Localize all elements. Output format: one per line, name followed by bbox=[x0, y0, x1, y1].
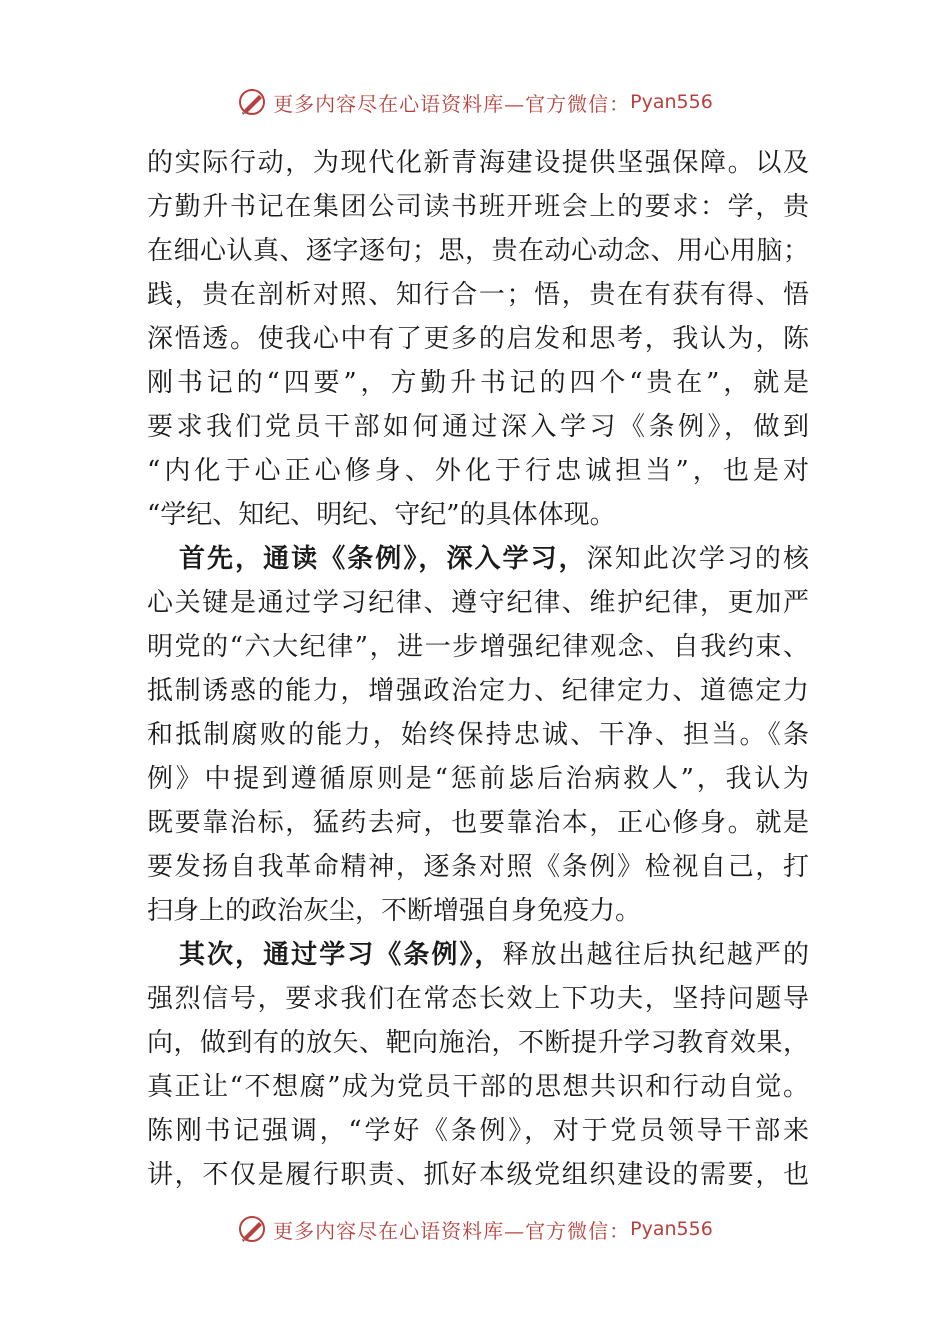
line-text: 要求我们党员干部如何通过深入学习《条例》，做到 bbox=[147, 412, 809, 442]
text-line bbox=[147, 933, 809, 977]
text-line bbox=[147, 977, 809, 1021]
banner-wechat: Pyan556 bbox=[630, 91, 713, 113]
banner-text: 更多内容尽在心语资料库—官方微信： bbox=[273, 91, 631, 116]
line-text: “学纪、知纪、明纪、守纪”的具体体现。 bbox=[147, 500, 616, 530]
line-text: 践，贵在剖析对照、知行合一；悟，贵在有获有得、悟 bbox=[147, 280, 809, 310]
line-text: 扫身上的政治灰尘，不断增强自身免疫力。 bbox=[147, 896, 642, 926]
header-banner bbox=[0, 84, 950, 120]
banner-wechat: Pyan556 bbox=[630, 1218, 713, 1240]
text-line bbox=[147, 537, 809, 581]
line-text: 深悟透。使我心中有了更多的启发和思考，我认为，陈 bbox=[147, 324, 809, 354]
text-line bbox=[147, 449, 809, 493]
text-line bbox=[147, 845, 809, 889]
line-text: 刚书记的“四要”，方勤升书记的四个“贵在”，就是 bbox=[147, 368, 809, 398]
line-text: 心关键是通过学习纪律、遵守纪律、维护纪律，更加严 bbox=[147, 588, 809, 618]
line-text: 在细心认真、逐字逐句；思，贵在动心动念、用心用脑； bbox=[147, 236, 809, 266]
text-line bbox=[147, 1021, 809, 1065]
text-line bbox=[147, 625, 809, 669]
text-line bbox=[147, 229, 809, 273]
text-line bbox=[147, 317, 809, 361]
line-text: 向，做到有的放矢、靶向施治，不断提升学习教育效果， bbox=[147, 1028, 809, 1058]
line-text: 的实际行动，为现代化新青海建设提供坚强保障。以及 bbox=[147, 148, 809, 178]
text-line bbox=[147, 405, 809, 449]
footer-banner bbox=[0, 1211, 950, 1247]
line-text: 抵制诱惑的能力，增强政治定力、纪律定力、道德定力 bbox=[147, 676, 809, 706]
line-text: 明党的“六大纪律”，进一步增强纪律观念、自我约束、 bbox=[147, 632, 809, 662]
line-text: 要发扬自我革命精神，逐条对照《条例》检视自己，打 bbox=[147, 852, 809, 882]
bold-lead: 其次，通过学习《条例》， bbox=[179, 940, 503, 970]
pen-logo-icon bbox=[237, 1214, 267, 1244]
text-line bbox=[147, 273, 809, 317]
banner-text: 更多内容尽在心语资料库—官方微信： bbox=[273, 1218, 631, 1243]
line-text: 真正让“不想腐”成为党员干部的思想共识和行动自觉。 bbox=[147, 1072, 809, 1102]
text-line bbox=[147, 801, 809, 845]
text-line bbox=[147, 361, 809, 405]
line-text: 方勤升书记在集团公司读书班开班会上的要求：学，贵 bbox=[147, 192, 809, 222]
text-line bbox=[147, 1153, 809, 1197]
text-line bbox=[147, 757, 809, 801]
text-line bbox=[147, 669, 809, 713]
line-text: 讲，不仅是履行职责、抓好本级党组织建设的需要，也 bbox=[147, 1160, 809, 1190]
line-text: 例》中提到遵循原则是“惩前毖后治病救人”，我认为 bbox=[147, 764, 809, 794]
text-line bbox=[147, 1065, 809, 1109]
text-line bbox=[147, 493, 809, 537]
text-line bbox=[147, 141, 809, 185]
line-text: 深知此次学习的核 bbox=[586, 544, 809, 574]
text-line bbox=[147, 581, 809, 625]
line-text: 陈刚书记强调，“学好《条例》，对于党员领导干部来 bbox=[147, 1116, 809, 1146]
text-line bbox=[147, 889, 809, 933]
text-line bbox=[147, 185, 809, 229]
line-text: 强烈信号，要求我们在常态长效上下功夫，坚持问题导 bbox=[147, 984, 809, 1014]
document-body bbox=[147, 141, 809, 1197]
text-line bbox=[147, 1109, 809, 1153]
line-text: 和抵制腐败的能力，始终保持忠诚、干净、担当。《条 bbox=[147, 720, 809, 750]
line-text: 既要靠治标，猛药去疴，也要靠治本，正心修身。就是 bbox=[147, 808, 809, 838]
bold-lead: 首先，通读《条例》，深入学习， bbox=[179, 544, 587, 574]
text-line bbox=[147, 713, 809, 757]
line-text: 释放出越往后执纪越严的 bbox=[502, 940, 809, 970]
line-text: “内化于心正心修身、外化于行忠诚担当”，也是对 bbox=[147, 456, 809, 486]
pen-logo-icon bbox=[237, 87, 267, 117]
